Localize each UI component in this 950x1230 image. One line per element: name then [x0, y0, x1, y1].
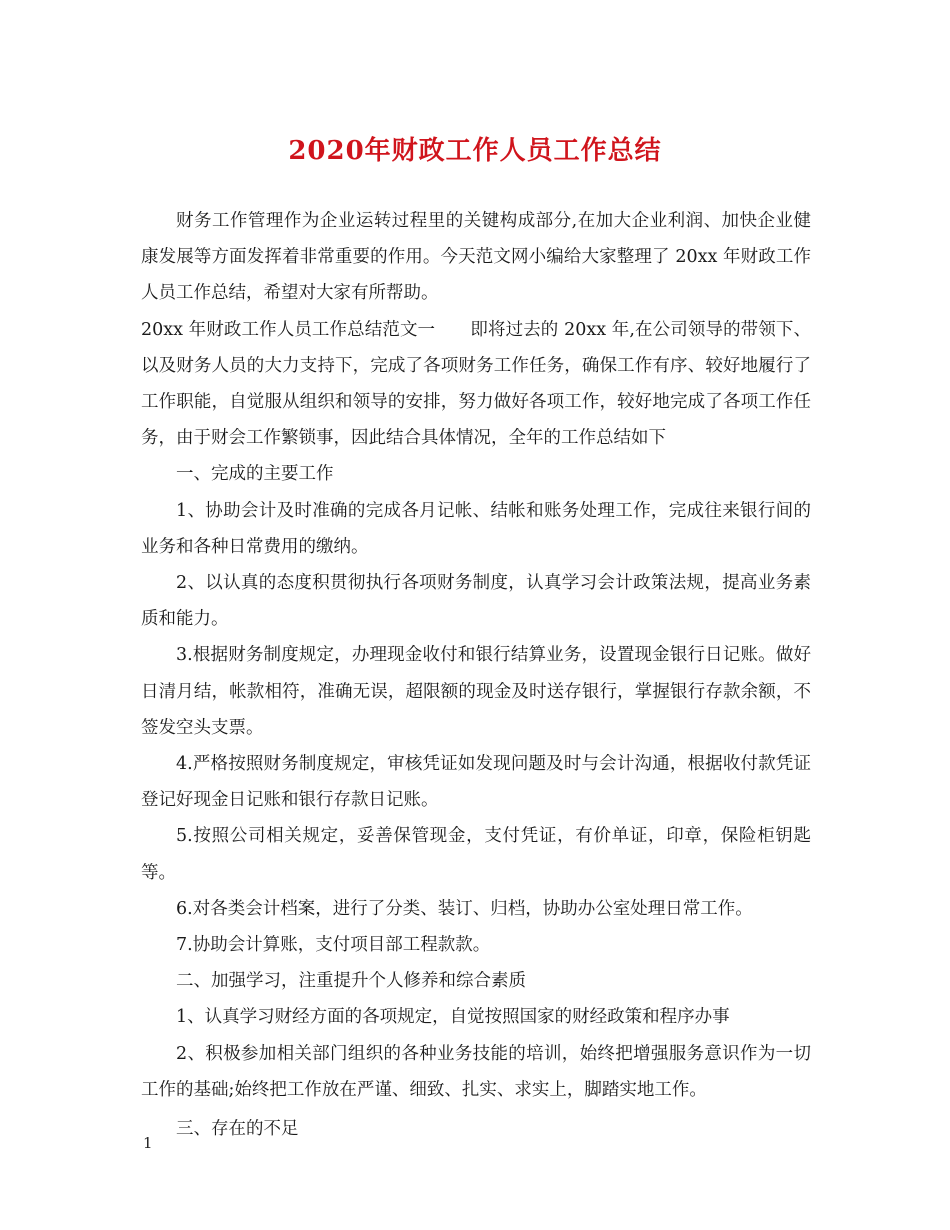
list-item: 7.协助会计算账，支付项目部工程款款。 [176, 935, 491, 956]
paragraph-sample-one: 20xx 年财政工作人员工作总结范文一 即将过去的 20xx 年,在公司领导的带领下、以及财务人员的大力支持下，完成了各项财务工作任务，确保工作有序、较好地履行了工作职能，自觉服从组织和领导的安排，努力做好各项工作，较好地完成了各项工作任务，由于财会工作繁锁事，因此结合具体情况，全年的工作总结如下 [141, 319, 811, 449]
list-item: 1、协助会计及时准确的完成各月记帐、结帐和账务处理工作，完成往来银行间的业务和各种日常费用的缴纳。 [141, 500, 811, 557]
list-item: 2、积极参加相关部门组织的各种业务技能的培训，始终把增强服务意识作为一切工作的基础;始终把工作放在严谨、细致、扎实、求实上，脚踏实地工作。 [141, 1043, 811, 1100]
section-heading-shortcomings: 三、存在的不足 [176, 1119, 299, 1140]
document-title: 2020年财政工作人员工作总结 [288, 136, 662, 166]
document-body [141, 203, 811, 1147]
paragraph-intro: 财务工作管理作为企业运转过程里的关键构成部分,在加大企业利润、加快企业健康发展等方面发挥着非常重要的作用。今天范文网小编给大家整理了 20xx 年财政工作人员工作总结，希望对大家有所帮助。 [141, 211, 811, 304]
list-item: 1、认真学习财经方面的各项规定，自觉按照国家的财经政策和程序办事 [176, 1007, 730, 1028]
section-heading-learning: 二、加强学习，注重提升个人修养和综合素质 [176, 971, 526, 992]
section-heading-main-work: 一、完成的主要工作 [176, 464, 334, 485]
list-item: 3.根据财务制度规定，办理现金收付和银行结算业务，设置现金银行日记账。做好日清月结，帐款相符，准确无误，超限额的现金及时送存银行，掌握银行存款余额，不签发空头支票。 [141, 645, 811, 738]
list-item: 6.对各类会计档案，进行了分类、装订、归档，协助办公室处理日常工作。 [176, 898, 753, 919]
list-item: 5.按照公司相关规定，妥善保管现金，支付凭证，有价单证，印章，保险柜钥匙等。 [141, 826, 811, 883]
list-item: 2、以认真的态度积贯彻执行各项财务制度，认真学习会计政策法规，提高业务素质和能力。 [141, 573, 811, 630]
page-number: 1 [143, 1134, 153, 1152]
list-item: 4.严格按照财务制度规定，审核凭证如发现问题及时与会计沟通，根据收付款凭证登记好现金日记账和银行存款日记账。 [141, 754, 811, 811]
